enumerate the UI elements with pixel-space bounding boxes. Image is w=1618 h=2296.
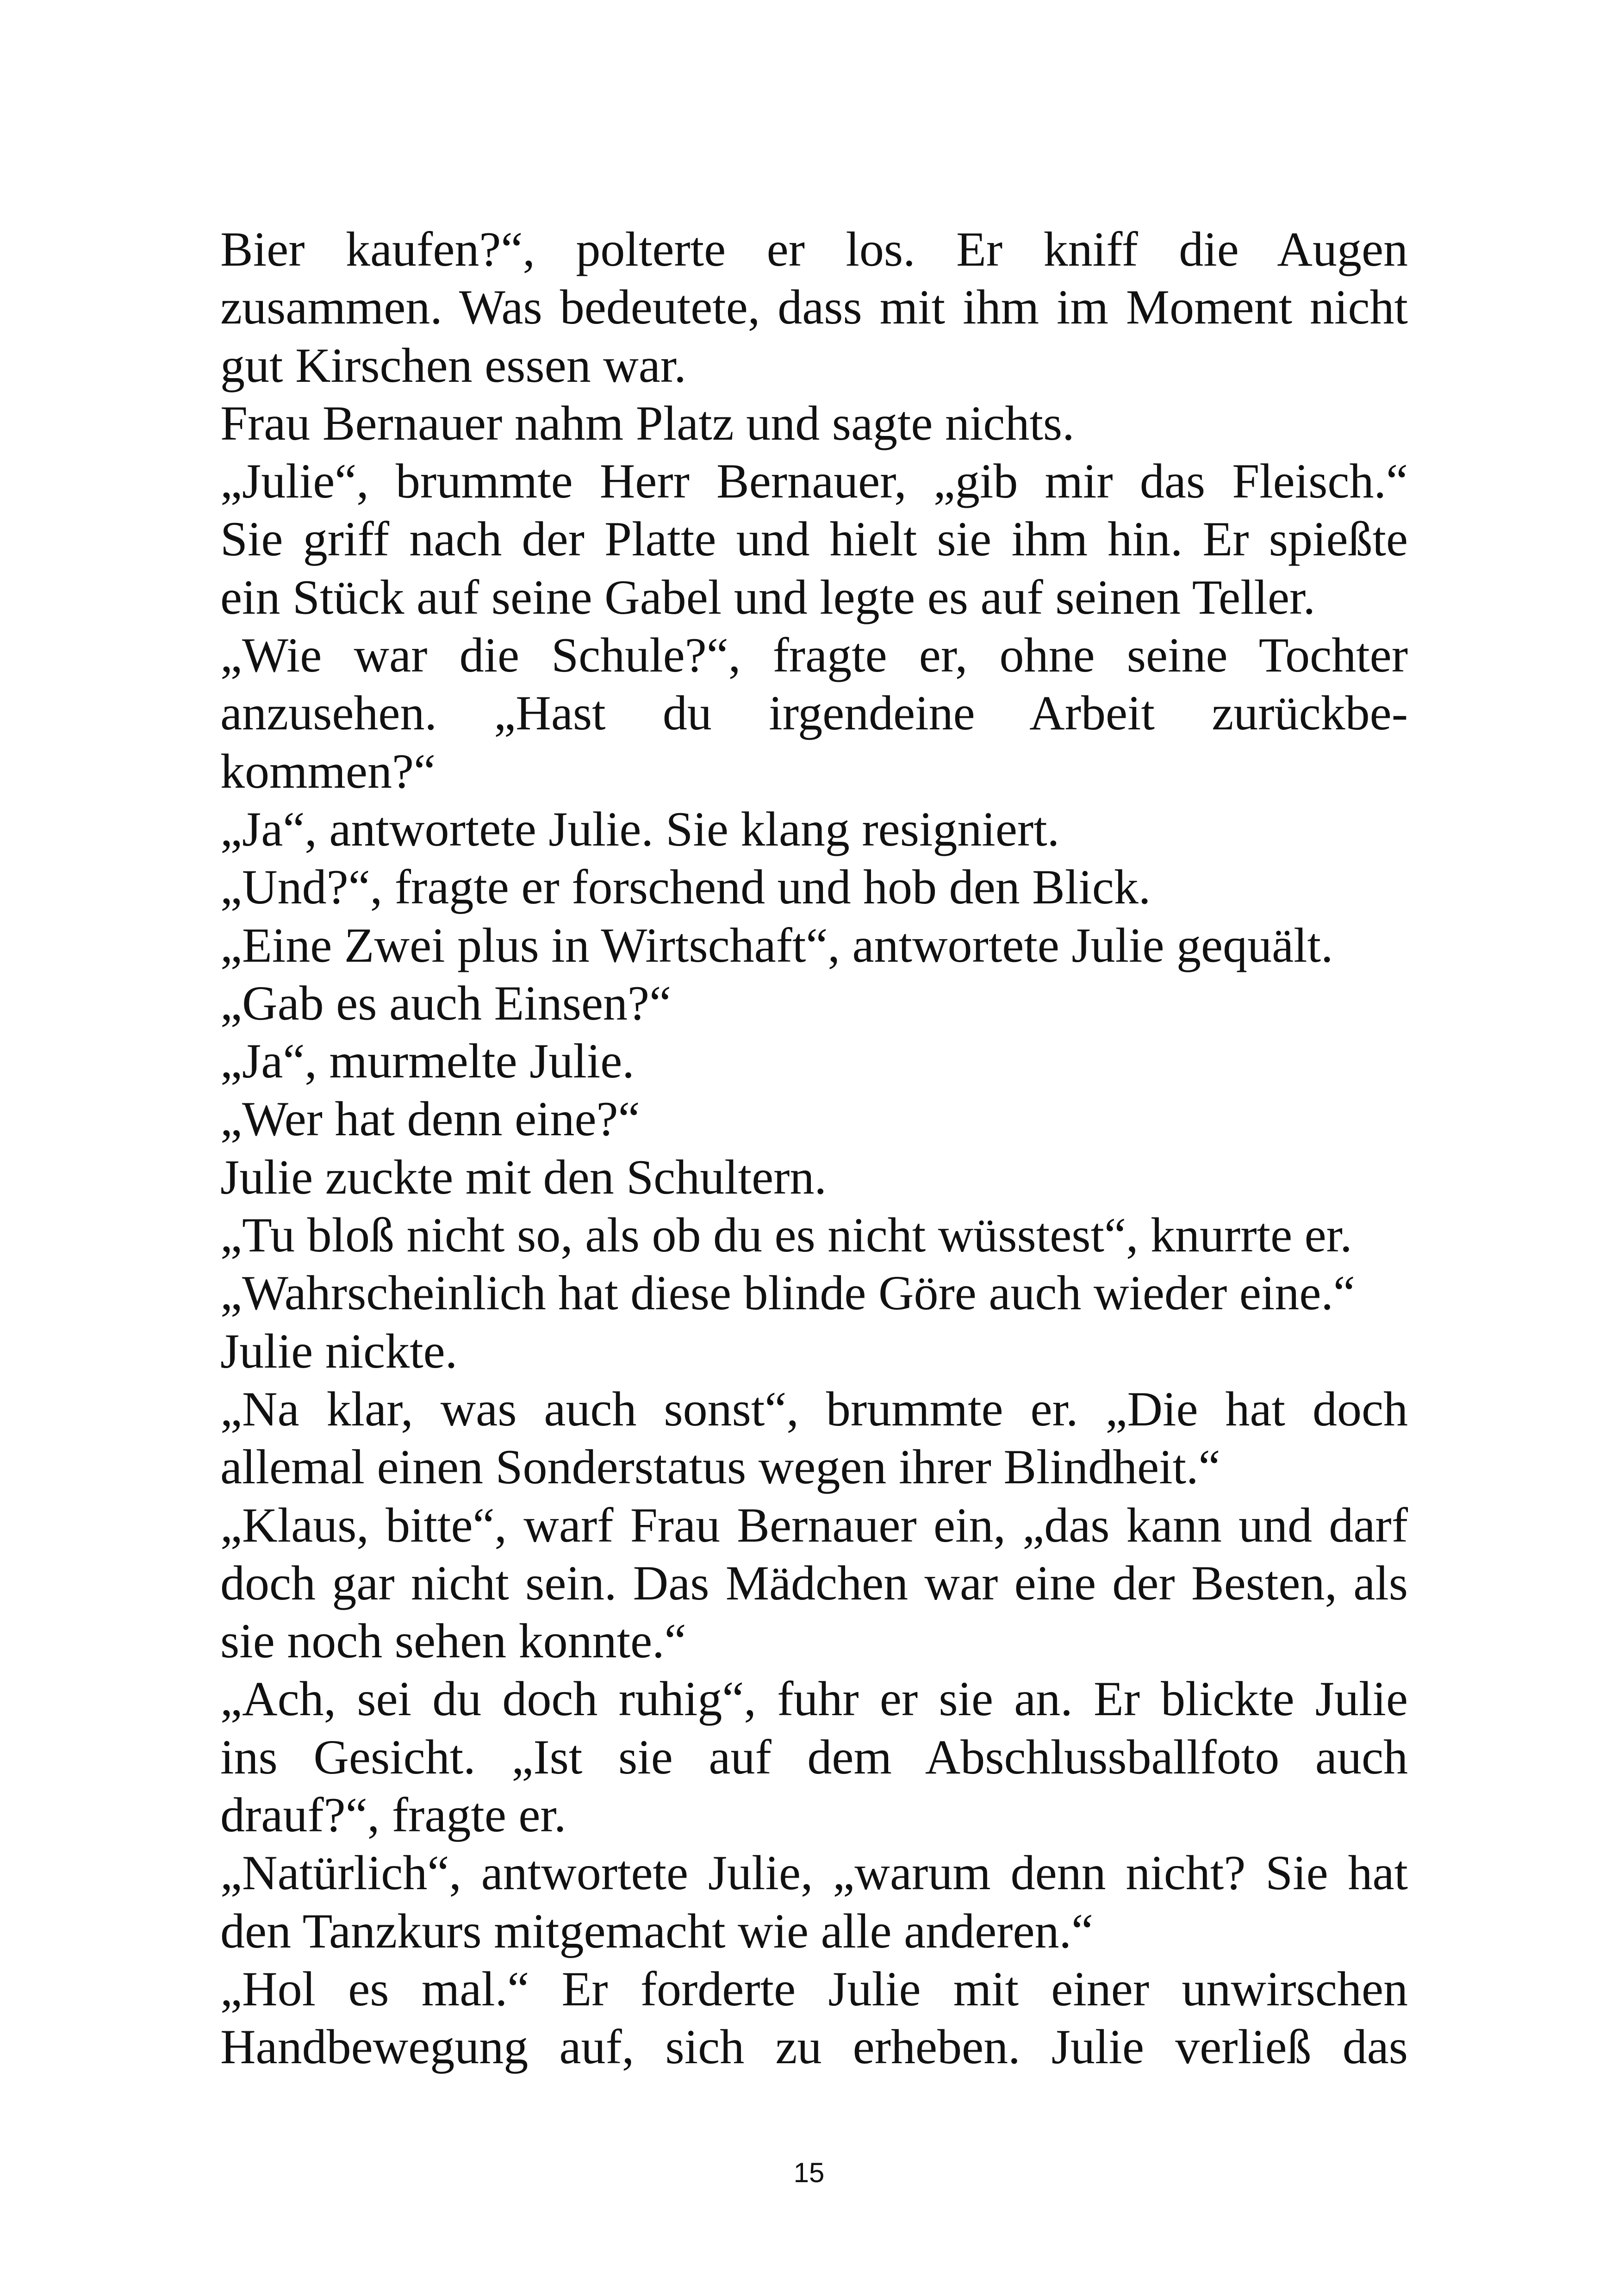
text-line: „Klaus, bitte“, warf Frau Bernauer ein, „das kann und darf <box>220 1498 1408 1552</box>
text-line: drauf?“, fragte er. <box>220 1788 566 1842</box>
text-line: „Ach, sei du doch ruhig“, fuhr er sie an. Er blickte Julie <box>220 1672 1408 1726</box>
text-line: „Ja“, murmelte Julie. <box>220 1034 635 1089</box>
body-text <box>220 220 1408 2076</box>
page-number: 15 <box>793 2157 825 2188</box>
text-line: sie noch sehen konnte.“ <box>220 1614 686 1668</box>
text-line: allemal einen Sonderstatus wegen ihrer Blindheit.“ <box>220 1440 1220 1494</box>
text-line: „Wie war die Schule?“, fragte er, ohne seine Tochter <box>220 628 1408 683</box>
text-line: „Natürlich“, antwortete Julie, „warum denn nicht? Sie hat <box>220 1846 1408 1900</box>
text-line: Bier kaufen?“, polterte er los. Er kniff die Augen <box>220 222 1408 276</box>
text-line: „Wahrscheinlich hat diese blinde Göre auch wieder eine.“ <box>220 1266 1355 1320</box>
text-line: „Na klar, was auch sonst“, brummte er. „Die hat doch <box>220 1381 1408 1436</box>
text-line: „Hol es mal.“ Er forderte Julie mit einer unwirschen <box>220 1961 1408 2016</box>
text-line: doch gar nicht sein. Das Mädchen war eine der Besten, als <box>220 1556 1408 1610</box>
text-line: Julie zuckte mit den Schultern. <box>220 1150 827 1204</box>
text-line: „Eine Zwei plus in Wirtschaft“, antwortete Julie gequält. <box>220 918 1333 972</box>
text-line: „Und?“, fragte er forschend und hob den Blick. <box>220 860 1151 915</box>
text-line: „Tu bloß nicht so, als ob du es nicht wüsstest“, knurrte er. <box>220 1208 1352 1263</box>
text-line: gut Kirschen essen war. <box>220 338 686 392</box>
text-line: anzusehen. „Hast du irgendeine Arbeit zurückbe- <box>220 686 1408 740</box>
text-line: „Wer hat denn eine?“ <box>220 1092 640 1146</box>
text-line: Handbewegung auf, sich zu erheben. Julie verließ das <box>220 2020 1408 2074</box>
text-line: „Julie“, brummte Herr Bernauer, „gib mir das Fleisch.“ <box>220 454 1408 509</box>
text-line: „Gab es auch Einsen?“ <box>220 976 672 1030</box>
text-line: Julie nickte. <box>220 1324 458 1378</box>
text-line: zusammen. Was bedeutete, dass mit ihm im Moment nicht <box>220 280 1408 335</box>
text-line: den Tanzkurs mitgemacht wie alle anderen.“ <box>220 1904 1094 1958</box>
text-line: Frau Bernauer nahm Platz und sagte nichts. <box>220 396 1075 450</box>
text-line: ins Gesicht. „Ist sie auf dem Abschlussballfoto auch <box>220 1730 1408 1784</box>
text-line: Sie griff nach der Platte und hielt sie ihm hin. Er spießte <box>220 512 1408 566</box>
text-line: kommen?“ <box>220 744 436 798</box>
text-line: „Ja“, antwortete Julie. Sie klang resigniert. <box>220 802 1060 856</box>
text-line: ein Stück auf seine Gabel und legte es auf seinen Teller. <box>220 570 1316 624</box>
